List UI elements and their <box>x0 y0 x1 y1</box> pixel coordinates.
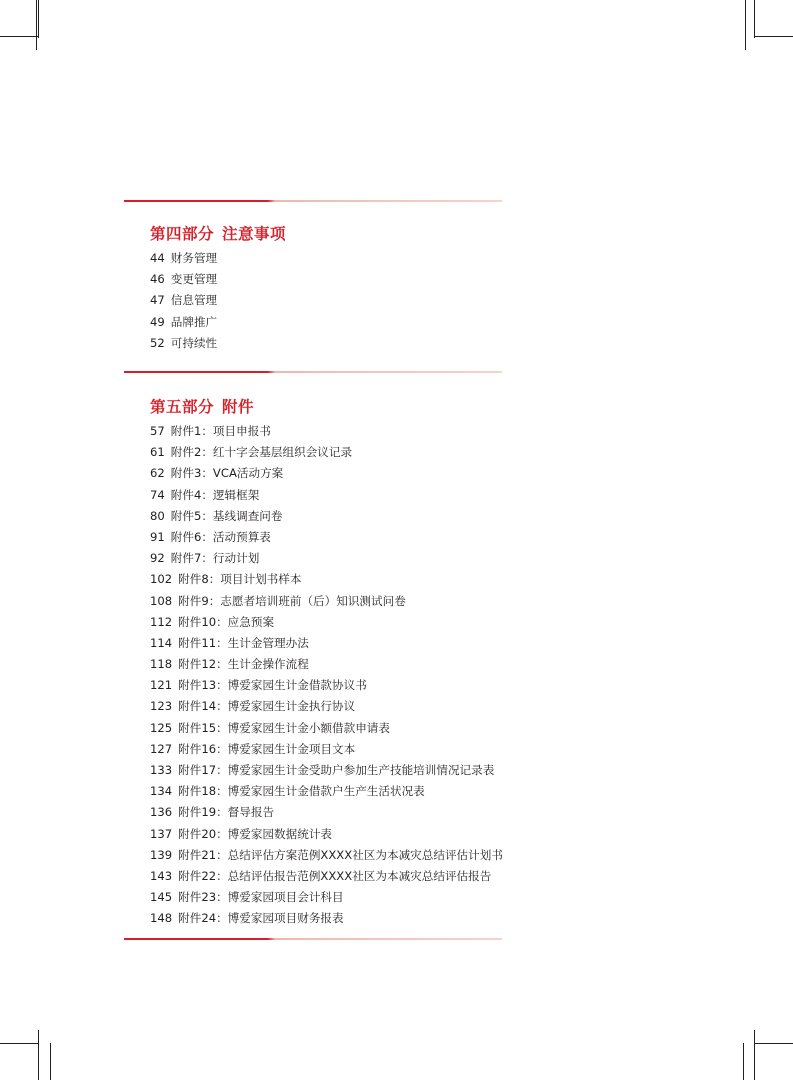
crop-mark-bottom-right <box>755 1043 793 1044</box>
toc-page-number: 46 <box>150 272 165 287</box>
toc-page-number: 52 <box>150 335 165 350</box>
toc-entry[interactable] <box>150 739 503 760</box>
toc-list <box>150 248 217 354</box>
toc-page-number: 44 <box>150 251 165 265</box>
section-divider <box>124 371 502 373</box>
toc-entry-title: 附件10：应急预案 <box>178 614 275 629</box>
toc-entry[interactable] <box>150 760 503 781</box>
toc-page-number: 61 <box>150 445 165 460</box>
section-part: 第四部分 <box>150 225 215 243</box>
toc-entry[interactable] <box>150 781 503 802</box>
toc-entry[interactable] <box>150 675 503 696</box>
toc-entry-title: 附件24：博爱家园项目财务报表 <box>178 911 344 926</box>
crop-mark-top-right <box>745 0 746 50</box>
toc-entry[interactable] <box>150 269 217 290</box>
toc-page-number: 125 <box>150 720 173 735</box>
toc-entry-title: 信息管理 <box>170 293 218 308</box>
toc-entry-title: 附件1：项目申报书 <box>170 424 271 438</box>
toc-entry-title: 附件2：红十字会基层组织会议记录 <box>170 445 353 460</box>
toc-page-number: 108 <box>150 593 173 608</box>
toc-entry[interactable] <box>150 506 503 527</box>
toc-page-number: 127 <box>150 741 173 756</box>
toc-page-number: 62 <box>150 466 165 481</box>
toc-page-number: 49 <box>150 314 165 329</box>
toc-entry-title: 附件22：总结评估报告范例XXXX社区为本减灾总结评估报告 <box>178 868 492 883</box>
crop-mark-bottom-left <box>38 1030 39 1080</box>
crop-mark-top-left <box>38 0 39 38</box>
crop-mark-bottom-left <box>0 1043 38 1044</box>
toc-page-number: 133 <box>150 763 173 777</box>
toc-entry-title: 附件6：活动预算表 <box>170 529 271 544</box>
toc-entry-title: 附件19：督导报告 <box>178 805 275 820</box>
toc-entry-title: 可持续性 <box>170 335 218 350</box>
toc-entry-title: 附件17：博爱家园生计金受助户参加生产技能培训情况记录表 <box>178 763 495 777</box>
toc-entry-title: 附件11：生计金管理办法 <box>178 635 309 650</box>
crop-mark-bottom-right <box>754 1030 755 1080</box>
toc-entry[interactable] <box>150 442 503 463</box>
toc-entry-title: 附件3：VCA活动方案 <box>170 466 284 481</box>
toc-entry[interactable] <box>150 612 503 633</box>
toc-entry-title: 附件20：博爱家园数据统计表 <box>178 826 333 841</box>
toc-page-number: 137 <box>150 826 173 841</box>
toc-entry-title: 附件15：博爱家园生计金小额借款申请表 <box>178 720 390 735</box>
toc-page-number: 114 <box>150 635 173 650</box>
toc-page-number: 121 <box>150 678 173 693</box>
toc-entry-title: 附件12：生计金操作流程 <box>178 657 309 672</box>
toc-entry[interactable] <box>150 248 217 269</box>
toc-entry[interactable] <box>150 333 217 354</box>
toc-entry-title: 附件5：基线调查问卷 <box>170 508 283 523</box>
crop-mark-top-left <box>0 36 38 37</box>
toc-entry-title: 附件14：博爱家园生计金执行协议 <box>178 699 356 714</box>
section-title: 附件 <box>222 398 255 416</box>
toc-entry-title: 附件13：博爱家园生计金借款协议书 <box>178 678 367 693</box>
toc-page-number: 139 <box>150 847 173 862</box>
toc-page-number: 136 <box>150 805 173 820</box>
section-part: 第五部分 <box>150 398 215 416</box>
section-title: 注意事项 <box>222 225 287 243</box>
toc-entry[interactable] <box>150 696 503 717</box>
toc-entry[interactable] <box>150 290 217 311</box>
toc-entry[interactable] <box>150 421 503 442</box>
toc-page-number: 47 <box>150 293 165 308</box>
toc-entry-title: 财务管理 <box>170 251 218 265</box>
crop-mark-top-right <box>754 0 755 38</box>
toc-entry-title: 附件7：行动计划 <box>170 551 260 566</box>
toc-page-number: 143 <box>150 868 173 883</box>
toc-page-number: 57 <box>150 424 165 438</box>
toc-page-number: 123 <box>150 699 173 714</box>
toc-entry[interactable] <box>150 591 503 612</box>
toc-entry-title: 附件4：逻辑框架 <box>170 487 260 502</box>
toc-entry[interactable] <box>150 548 503 569</box>
toc-entry-title: 附件18：博爱家园生计金借款户生产生活状况表 <box>178 784 425 799</box>
toc-entry[interactable] <box>150 569 503 590</box>
toc-entry-title: 附件16：博爱家园生计金项目文本 <box>178 741 356 756</box>
section-divider <box>124 200 502 202</box>
toc-entry[interactable] <box>150 802 503 823</box>
toc-page-number: 92 <box>150 551 165 566</box>
toc-page-number: 80 <box>150 508 165 523</box>
toc-entry[interactable] <box>150 463 503 484</box>
toc-entry[interactable] <box>150 312 217 333</box>
toc-page-number: 145 <box>150 890 173 905</box>
toc-page-number: 148 <box>150 911 173 926</box>
crop-mark-top-right <box>755 36 793 37</box>
section-divider <box>124 938 502 940</box>
toc-page-number: 91 <box>150 529 165 544</box>
crop-mark-bottom-right <box>743 1043 744 1080</box>
toc-entry-title: 附件21：总结评估方案范例XXXX社区为本减灾总结评估计划书 <box>178 847 503 862</box>
toc-entry[interactable] <box>150 485 503 506</box>
toc-entry-title: 品牌推广 <box>170 314 218 329</box>
toc-entry[interactable] <box>150 824 503 845</box>
toc-page-number: 118 <box>150 657 173 672</box>
toc-entry[interactable] <box>150 908 503 929</box>
toc-entry[interactable] <box>150 866 503 887</box>
crop-mark-bottom-left <box>50 1043 51 1080</box>
toc-entry[interactable] <box>150 654 503 675</box>
toc-entry[interactable] <box>150 718 503 739</box>
toc-entry[interactable] <box>150 527 503 548</box>
toc-page-number: 134 <box>150 784 173 799</box>
toc-entry-title: 附件8：项目计划书样本 <box>178 572 302 587</box>
toc-entry-title: 附件9：志愿者培训班前（后）知识测试问卷 <box>178 593 406 608</box>
section-heading <box>150 395 254 417</box>
section-heading <box>150 222 286 244</box>
toc-page-number: 74 <box>150 487 165 502</box>
toc-entry-title: 附件23：博爱家园项目会计科目 <box>178 890 344 905</box>
toc-list <box>150 421 503 930</box>
toc-entry[interactable] <box>150 845 503 866</box>
toc-page-number: 112 <box>150 614 173 629</box>
crop-mark-top-left <box>36 0 37 50</box>
toc-entry[interactable] <box>150 633 503 654</box>
toc-entry[interactable] <box>150 887 503 908</box>
toc-entry-title: 变更管理 <box>170 272 218 287</box>
toc-page-number: 102 <box>150 572 173 587</box>
